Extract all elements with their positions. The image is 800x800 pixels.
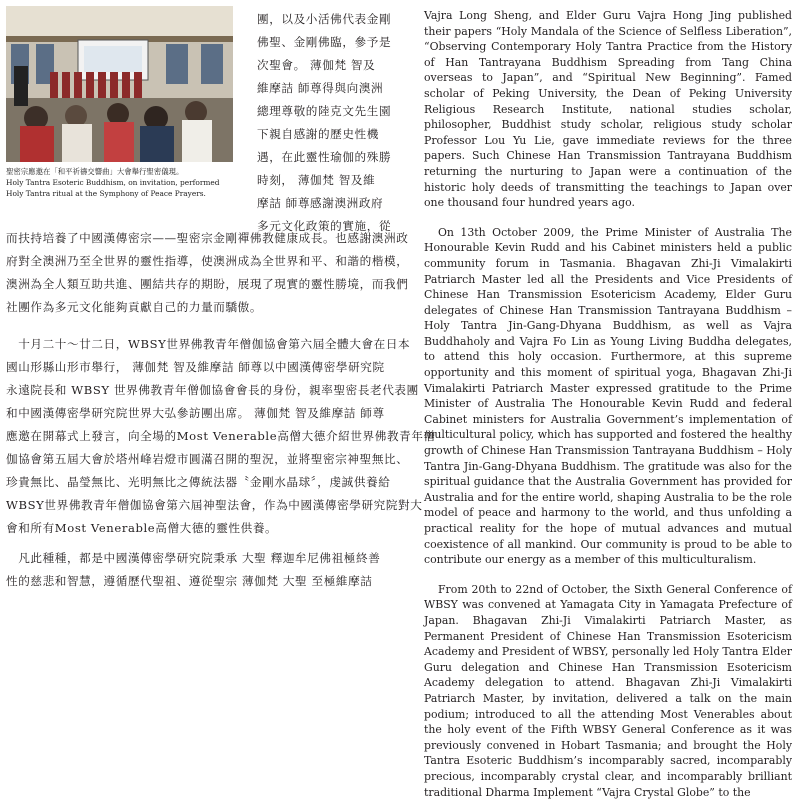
text-line: 澳洲為全人類互助共進、團結共存的期盼，展現了現實的靈性勝境，而我們 — [6, 277, 409, 291]
text-line: 下親自感謝的歷史性機 — [257, 127, 379, 141]
chinese-paragraph-3 — [6, 547, 390, 593]
conference-photo — [6, 6, 233, 162]
text-line: WBSY世界佛教青年僧伽協會第六屆神聖法會，作為中國漢傳密學研究院對大 — [6, 498, 423, 512]
text-line: 永遠院長和 WBSY 世界佛教青年僧伽協會會長的身份，親率聖密長老代表團 — [6, 383, 419, 397]
english-paragraph-1: Vajra Long Sheng, and Elder Guru Vajra Hong Jing published their papers “Holy Mandala of the Science of Selfless Liberation”, “Observing Contemporary Holy Tantra Practice from the History of Han Tantrayana Buddhism Spreading from Tang China overseas to Japan”, and “Spiritual New Beginning”. Famed scholar of Peking University, the Dean of Peking University Religious Research Institute, national studies scholar, philosopher, Buddhist study scholar, religious study scholar Professor Lou Yu Lie, gave immediate reviews for the three papers. Such Chinese Han Transmission Tantrayana Buddhism returning the nurturing to Japan were a continuation of the historic holy deeds of transmitting the teachings to Japan over one thousand four hundred years ago. — [424, 9, 792, 210]
caption-english: Holy Tantra Esoteric Buddhism, on invitation, performed Holy Tantra ritual at the Symphony of Peace Prayers. — [6, 178, 220, 198]
text-line: 珍貴無比、晶瑩無比、光明無比之傳統法器〝金剛水晶球〞，虔誠供養給 — [6, 475, 391, 489]
left-column — [6, 6, 436, 591]
text-line: 社團作為多元文化能夠貢獻自己的力量而驕傲。 — [6, 300, 263, 314]
caption-chinese: 聖密宗應邀在「和平祈禱交響曲」大會舉行聖密儀現。 — [6, 167, 184, 176]
text-line: 凡此種種，都是中國漢傳密學研究院秉承 大聖 釋迦牟尼佛祖極終善 — [6, 551, 381, 565]
text-line: 多元文化政策的實施，從 — [257, 219, 392, 233]
english-paragraph-3: From 20th to 22nd of October, the Sixth General Conference of WBSY was convened at Yamagata City in Yamagata Prefecture of Japan. Bhagavan Zhi-Ji Vimalakirti Patriarch Master, as Permanent President of Chinese Han Transmission Esotericism Academy and President of WBSY, personally led Holy Tantra Elder Guru delegation and Chinese Han Transmission Esotericism Academy delegation to attend. Bhagavan Zhi-Ji Vimalakirti Patriarch Master, by invitation, delivered a talk on the main podium; introduced to all the attending Most Venerables about the holy event of the Fifth WBSY General Conference as it was previously convened in Hobart Tasmania; and brought the Holy Tantra Esoteric Buddhism’s incomparably sacred, incomparably precious, incomparably crystal clear, and incomparably brilliant traditional Dharma Implement “Vajra Crystal Globe” to the — [424, 582, 792, 799]
chinese-paragraph-2 — [6, 333, 436, 540]
text-line: 總理尊敬的陸克文先生園 — [257, 104, 392, 118]
chinese-paragraph-1-full — [6, 227, 409, 319]
text-line: 遇，在此靈性瑜伽的殊勝 — [257, 150, 392, 164]
text-line: 摩詰 師尊感謝澳洲政府 — [257, 196, 384, 210]
text-line: 和中國漢傳密學研究院世界大弘參訪團出席。 薄伽梵 智及維摩詰 師尊 — [6, 406, 385, 420]
text-line: 應邀在開幕式上發言，向全場的Most Venerable高僧大德介紹世界佛教青年僧 — [6, 429, 436, 443]
text-line: 佛聖、金剛佛臨，參予是 — [257, 35, 392, 49]
conference-photo-illustration — [6, 6, 233, 162]
text-line: 府對全澳洲乃至全世界的靈性指導，使澳洲成為全世界和平、和諧的楷模， — [6, 254, 409, 268]
text-line: 而扶持培養了中國漢傳密宗——聖密宗金剛禪佛教健康成長。也感謝澳洲政 — [6, 231, 409, 245]
text-line: 會和所有Most Venerable高僧大德的靈性供養。 — [6, 521, 278, 535]
text-line: 團，以及小活佛代表金剛 — [257, 12, 392, 26]
chinese-paragraph-1-side — [257, 8, 390, 238]
text-line: 時刻， 薄伽梵 智及維 — [257, 173, 376, 187]
text-line: 十月二十～廿二日，WBSY世界佛教青年僧伽協會第六屆全體大會在日本 — [6, 337, 411, 351]
right-column — [424, 8, 792, 799]
text-line: 伽協會第五屆大會於塔州峰岩燈市圓滿召開的聖況，並將聖密宗神聖無比、 — [6, 452, 409, 466]
text-line: 性的慈悲和智慧，遵循歷代聖祖、遵從聖宗 薄伽梵 大聖 至極維摩詰 — [6, 574, 373, 588]
photo-caption — [6, 166, 236, 199]
english-paragraph-2: On 13th October 2009, the Prime Minister of Australia The Honourable Kevin Rudd and his Cabinet ministers held a public community forum in Tasmania. Bhagavan Zhi-Ji Vimalakirti Patriarch Master led all the Presidents and Vice Presidents of Chinese Han Transmission Esotericism Academy, Elder Guru delegates of Chinese Han Transmission Tantrayana Buddhism – Holy Tantra Jin-Gang-Dhyana Buddhism, as well as Vajra Buddhaholy and Vajra Fo Lin as Young Living Buddha delegates, to attend this holy occasion. Furthermore, at this supreme opportunity and this moment of spiritual yoga, Bhagavan Zhi-Ji Vimalakirti Patriarch Master expressed gratitude to the Prime Minister of Australia The Honourable Kevin Rudd and federal Cabinet ministers for Australia Government’s implementation of multicultural policy, which has supported and fostered the healthy growth of Chinese Han Transmission Tantrayana Buddhism – Holy Tantra Jin-Gang-Dhyana Buddhism. The gratitude was also for the spiritual guidance that the Australia Government has provided for Australia and for the entire world, shaping Australia to be the role model of peace and harmony to the world, and thus unfolding a practical reality for the hope of mutual advances and mutual coexistence of all mankind. Our community is proud to be able to contribute our energy as a member of this multiculturalism. — [424, 225, 792, 567]
text-line: 次聖會。 薄伽梵 智及 — [257, 58, 376, 72]
text-line: 國山形縣山形市舉行， 薄伽梵 智及維摩詰 師尊以中國漢傳密學研究院 — [6, 360, 385, 374]
text-line: 維摩詰 師尊得與向澳洲 — [257, 81, 384, 95]
